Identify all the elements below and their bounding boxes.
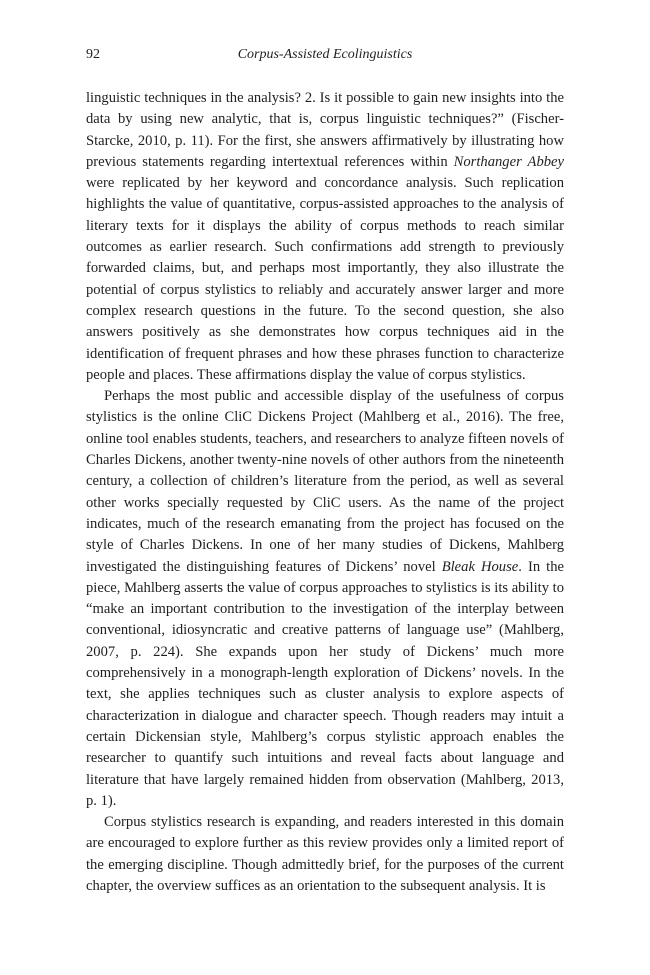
running-title: Corpus-Assisted Ecolinguistics xyxy=(237,47,413,62)
text-run: linguistic techniques in the analysis? 2. Is it possible to gain new insights into the data by using new analytic, that is, corpus linguistic techniques?” (Fischer-Starcke, 2010, p. 11). For the first, she answers affirmatively by illustrating how previous statements regarding intertextual references within xyxy=(86,90,564,170)
paragraph-clic-dickens xyxy=(86,386,564,812)
text-run: Perhaps the most public and accessible display of the usefulness of corpus stylistics is the online CliC Dickens Project (Mahlberg et al., 2016). The free, online tool enables students, teachers, and researchers to analyze fifteen novels of Charles Dickens, another twenty-nine novels of other authors from the nineteenth century, a collection of children’s literature from the period, as well as several other works specially requested by CliC users. As the name of the project indicates, much of the research emanating from the project has focused on the style of Charles Dickens. In one of her many studies of Dickens, Mahlberg investigated the distinguishing features of Dickens’ novel xyxy=(86,388,564,575)
running-head xyxy=(86,44,564,66)
body-text xyxy=(86,88,564,897)
paragraph-corpus-stylistics xyxy=(86,812,564,897)
book-title-northanger-abbey: Northanger Abbey xyxy=(453,153,564,170)
book-title-bleak-house: Bleak House xyxy=(441,558,519,575)
text-run: . In the piece, Mahlberg asserts the value of corpus approaches to stylistics is its ability to “make an important contribution to the investigation of the interplay between conventional, idiosyncratic and creative patterns of language use” (Mahlberg, 2007, p. 224). She expands upon her study of Dickens’ much more comprehensively in a monograph-length exploration of Dickens’ novels. In the text, she applies techniques such as cluster analysis to explore aspects of characterization in dialogue and character speech. Though readers may intuit a certain Dickensian style, Mahlberg’s corpus stylistic approach enables the researcher to quantify such intuitions and reveal facts about language and literature that have largely remained hidden from observation (Mahlberg, 2013, p. 1). xyxy=(86,558,564,809)
text-run: Corpus stylistics research is expanding, and readers interested in this domain are encouraged to explore further as this review provides only a limited report of the emerging discipline. Though admittedly brief, for the purposes of the current chapter, the overview suffices as an orientation to the subsequent analysis. It is xyxy=(86,814,564,894)
text-run: were replicated by her keyword and concordance analysis. Such replication highlights the value of quantitative, corpus-assisted approaches to the analysis of literary texts for it displays the ability of corpus methods to reach similar outcomes as earlier research. Such confirmations add strength to previously forwarded claims, but, and perhaps most importantly, they also illustrate the potential of corpus stylistics to reliably and accurately answer larger and more complex research questions in the future. To the second question, she also answers positively as she demonstrates how corpus techniques aid in the identification of frequent phrases and how these phrases function to characterize people and places. These affirmations display the value of corpus stylistics. xyxy=(86,175,564,383)
page-number: 92 xyxy=(86,47,100,62)
paragraph-continuation xyxy=(86,88,564,386)
